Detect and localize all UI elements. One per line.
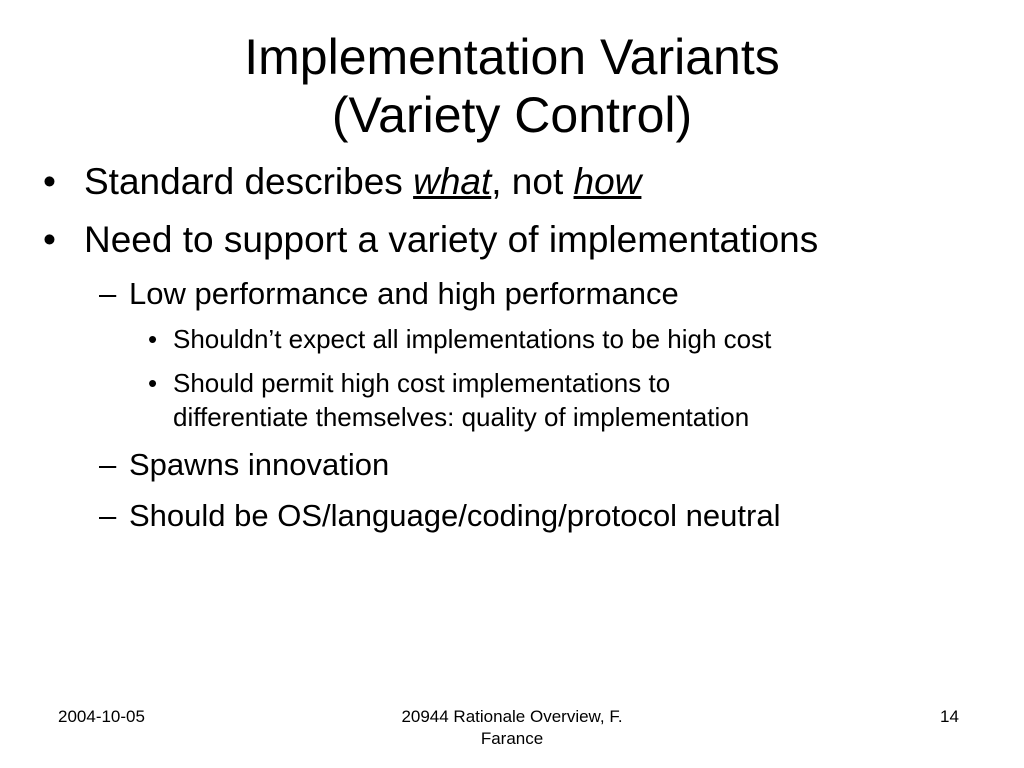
bullet-middle: , not bbox=[491, 161, 574, 202]
emphasis-how: how bbox=[573, 161, 642, 202]
sub-sub-bullet-text-line-2: differentiate themselves: quality of implementation bbox=[173, 402, 750, 432]
footer-page-number: 14 bbox=[940, 707, 959, 726]
sub-bullet-marker: – bbox=[99, 447, 117, 482]
footer-date: 2004-10-05 bbox=[58, 707, 145, 726]
sub-sub-bullet-text-line-1: Should permit high cost implementations to bbox=[173, 368, 671, 398]
footer-title-line-2: Farance bbox=[480, 729, 544, 748]
bullet-text bbox=[84, 160, 641, 204]
sub-bullet-text: Should be OS/language/coding/protocol neutral bbox=[129, 498, 781, 533]
footer-title bbox=[362, 706, 662, 750]
bullet-text: Need to support a variety of implementations bbox=[84, 219, 819, 260]
sub-bullet-marker: – bbox=[99, 498, 117, 533]
sub-sub-bullet-marker: • bbox=[148, 368, 158, 398]
title-line-2: (Variety Control) bbox=[331, 87, 693, 143]
bullet-prefix: Standard describes bbox=[84, 161, 414, 202]
emphasis-what: what bbox=[413, 161, 492, 202]
sub-bullet-text: Spawns innovation bbox=[129, 447, 390, 482]
footer-title-line-1: 20944 Rationale Overview, F. bbox=[401, 707, 623, 726]
sub-sub-bullet-marker: • bbox=[148, 324, 158, 354]
sub-sub-bullet-text: Shouldn’t expect all implementations to be high cost bbox=[173, 324, 772, 354]
sub-bullet-text: Low performance and high performance bbox=[129, 276, 679, 311]
bullet-marker: • bbox=[43, 161, 56, 202]
bullet-marker: • bbox=[43, 219, 56, 260]
sub-bullet-marker: – bbox=[99, 276, 117, 311]
title-line-1: Implementation Variants bbox=[244, 29, 780, 85]
